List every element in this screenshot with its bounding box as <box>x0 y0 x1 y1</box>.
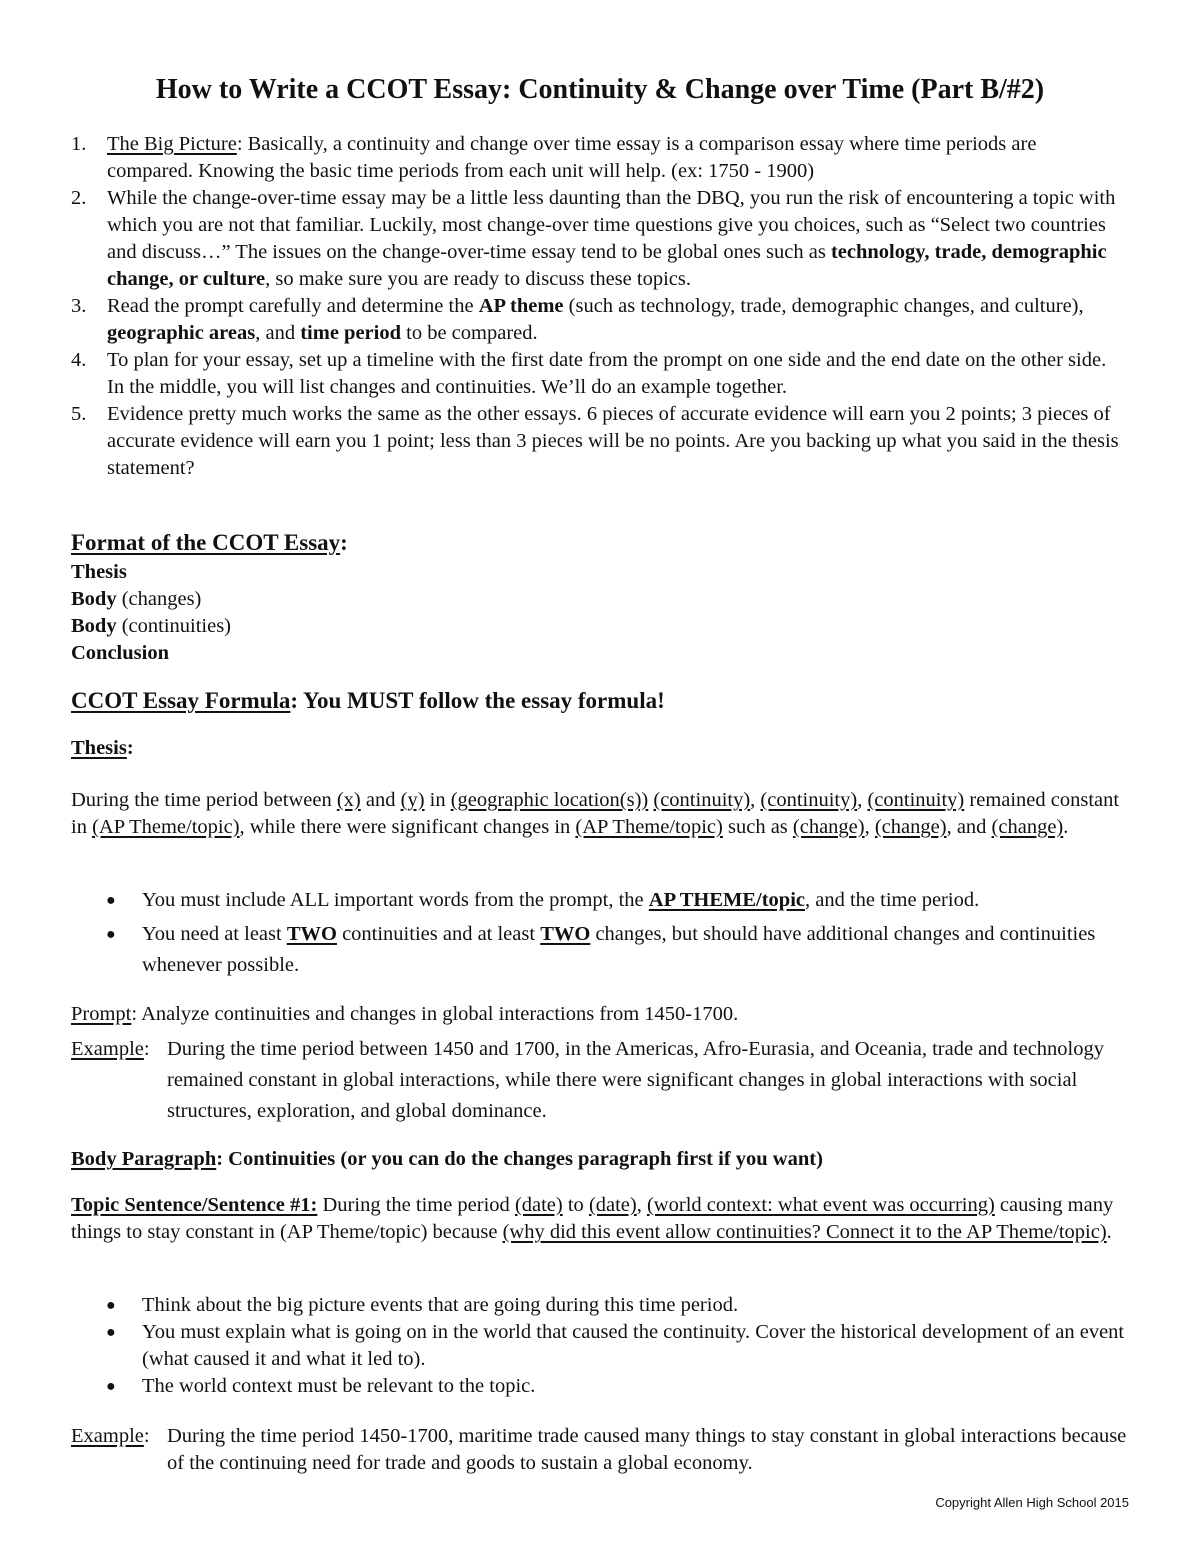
body-paragraph-heading <box>71 1148 823 1171</box>
separator: , <box>981 241 992 263</box>
example-text: During the time period between 1450 and 1700, in the Americas, Afro-Eurasia, and Oceania, trade and technology remained constant in global interactions, while there were significant changes in global interactions with social structures, exploration, and global dominance. <box>167 1038 1105 1122</box>
text: , while there were significant changes in <box>239 816 576 838</box>
list-number: 4. <box>71 349 87 371</box>
list-item-text: to be compared. <box>401 322 538 344</box>
text: . <box>1106 1221 1112 1243</box>
placeholder-continuity: (continuity) <box>760 789 858 811</box>
text: changes, but should have additional changes and continuities whenever possible. <box>142 923 1096 976</box>
separator: , or <box>168 268 203 290</box>
placeholder-theme: (AP Theme/topic) <box>92 816 240 838</box>
body-paragraph-rest: : Continuities (or you can do the changes paragraph first if you want) <box>216 1148 823 1170</box>
text: During the time period between <box>71 789 337 811</box>
topic-sentence <box>71 1192 1131 1246</box>
text: , <box>864 816 875 838</box>
placeholder-change: (change) <box>874 816 947 838</box>
list-item-text: Read the prompt carefully and determine the <box>107 295 479 317</box>
bold-term: technology <box>830 241 925 263</box>
bullet-dot: ● <box>106 892 116 909</box>
prompt-line <box>71 1003 738 1026</box>
format-body-label: Body <box>71 588 117 610</box>
text: Think about the big picture events that are going during this time period. <box>142 1294 739 1316</box>
thesis-template <box>71 787 1131 841</box>
formula-heading-text: CCOT Essay Formula <box>71 688 291 713</box>
bullet-dot: ● <box>106 1324 116 1341</box>
list-item <box>71 131 1127 185</box>
list-number: 3. <box>71 295 87 317</box>
placeholder-context: (world context: what event was occurring) <box>646 1194 995 1216</box>
list-item-text: Evidence pretty much works the same as the other essays. 6 pieces of accurate evidence will earn you 2 points; 3 pieces of accurate evidence will earn you 1 point; less than 3 pieces will be no points. Are you backing up what you said in the thesis statement? <box>107 403 1119 479</box>
thesis-heading <box>71 737 134 760</box>
thesis-bullets <box>106 885 1136 981</box>
list-item <box>71 401 1127 482</box>
bullet-item <box>106 1319 1136 1373</box>
example-text: During the time period 1450-1700, maritime trade caused many things to stay constant in global interactions because of the continuing need for trade and goods to sustain a global economy. <box>167 1425 1127 1474</box>
placeholder-change: (change) <box>991 816 1064 838</box>
bold-term: demographic change <box>107 241 1107 290</box>
text: to <box>562 1194 589 1216</box>
bold-term: TWO <box>286 923 337 945</box>
format-heading <box>71 530 348 556</box>
body-paragraph-label: Body Paragraph <box>71 1148 217 1170</box>
bullet-item <box>106 1373 1136 1400</box>
placeholder-date: (date) <box>514 1194 563 1216</box>
text: , and the time period. <box>805 889 980 911</box>
placeholder-x: (x) <box>336 789 361 811</box>
bold-term: TWO <box>540 923 591 945</box>
placeholder-change: (change) <box>792 816 865 838</box>
text: in <box>424 789 451 811</box>
copyright: Copyright Allen High School 2015 <box>935 1495 1129 1510</box>
list-number: 5. <box>71 403 87 425</box>
example-label <box>71 1034 167 1127</box>
format-conclusion: Conclusion <box>71 642 169 664</box>
bold-term: AP THEME/topic <box>648 889 805 911</box>
format-thesis: Thesis <box>71 561 127 583</box>
format-body-continuities <box>71 613 231 640</box>
bullet-item <box>106 1292 1136 1319</box>
topic-sentence-label: Topic Sentence/Sentence #1: <box>71 1194 318 1216</box>
format-body-changes <box>71 586 231 613</box>
example-label <box>71 1423 167 1477</box>
page-title: How to Write a CCOT Essay: Continuity & Change over Time (Part B/#2) <box>155 74 1045 105</box>
big-picture-label: The Big Picture <box>107 133 237 155</box>
placeholder-y: (y) <box>400 789 425 811</box>
text: remained constant in <box>71 789 1120 838</box>
text: . <box>1063 816 1069 838</box>
bold-term: trade <box>934 241 982 263</box>
format-heading-colon: : <box>340 530 348 555</box>
bold-term: AP theme <box>478 295 564 317</box>
list-item-text: While the change-over-time essay may be a little less daunting than the DBQ, you run the risk of encountering a topic with which you are not that familiar. Luckily, most change-over time questions give you choices, such as “Select two countries and discuss…” The issues on the change-over-time essay tend to be global ones such as <box>107 187 1116 263</box>
example-label-colon: : <box>143 1038 150 1060</box>
format-body-detail: (changes) <box>116 588 202 610</box>
text: , and <box>946 816 992 838</box>
list-item <box>71 347 1127 401</box>
example-label-colon: : <box>143 1425 150 1447</box>
placeholder-theme: (AP Theme/topic) <box>575 816 723 838</box>
text: and <box>360 789 401 811</box>
bullet-dot: ● <box>106 1297 116 1314</box>
placeholder-why: (why did this event allow continuities? Connect it to the AP Theme/topic) <box>502 1221 1107 1243</box>
bold-term: geographic areas <box>107 322 256 344</box>
text: causing many things to stay constant in (AP Theme/topic) because <box>71 1194 1114 1243</box>
text: The world context must be relevant to the topic. <box>142 1375 536 1397</box>
text: , <box>750 789 761 811</box>
format-body-label: Body <box>71 615 117 637</box>
prompt-label: Prompt <box>71 1003 132 1025</box>
list-item-text: , so make sure you are ready to discuss these topics. <box>265 268 691 290</box>
formula-heading-rest: : You MUST follow the essay formula! <box>290 688 665 713</box>
topic-bullets <box>106 1292 1136 1400</box>
list-item-text: (such as technology, trade, demographic changes, and culture), <box>563 295 1084 317</box>
prompt-text: : Analyze continuities and changes in global interactions from 1450-1700. <box>131 1003 739 1025</box>
text: such as <box>722 816 793 838</box>
thesis-heading-text: Thesis <box>71 737 127 759</box>
text: You need at least <box>142 923 287 945</box>
list-item-text: To plan for your essay, set up a timeline with the first date from the prompt on one side and the end date on the other side. In the middle, you will list changes and continuities. We’ll do an example together. <box>107 349 1107 398</box>
list-item-text: , and <box>255 322 301 344</box>
separator: , <box>924 241 935 263</box>
list-item <box>71 185 1127 293</box>
list-number: 1. <box>71 133 87 155</box>
bold-term: culture <box>202 268 266 290</box>
list-number: 2. <box>71 187 87 209</box>
format-list <box>71 559 231 667</box>
placeholder-date: (date) <box>588 1194 637 1216</box>
format-heading-text: Format of the CCOT Essay <box>71 530 341 555</box>
text: , <box>636 1194 647 1216</box>
example-label-text: Example <box>71 1425 144 1447</box>
bullet-dot: ● <box>106 926 116 943</box>
list-item <box>71 293 1127 347</box>
text: , <box>857 789 868 811</box>
text: continuities and at least <box>336 923 541 945</box>
placeholder-continuity: (continuity) <box>653 789 751 811</box>
bullet-item <box>106 885 1136 916</box>
intro-list <box>71 131 1127 482</box>
bold-term: time period <box>300 322 401 344</box>
example-label-text: Example <box>71 1038 144 1060</box>
thesis-heading-colon: : <box>126 737 134 759</box>
formula-heading <box>71 688 665 714</box>
bullet-dot: ● <box>106 1378 116 1395</box>
format-body-detail: (continuities) <box>116 615 232 637</box>
text: You must explain what is going on in the world that caused the continuity. Cover the historical development of an event (what caused it and what it led to). <box>142 1321 1125 1370</box>
text: During the time period <box>317 1194 515 1216</box>
example-thesis <box>71 1034 1131 1127</box>
example-topic <box>71 1423 1131 1477</box>
placeholder-continuity: (continuity) <box>867 789 965 811</box>
list-item-text: : Basically, a continuity and change over time essay is a comparison essay where time periods are compared. Knowing the basic time periods from each unit will help. (ex: 1750 - 1900) <box>107 133 1037 182</box>
placeholder-geo: (geographic location(s)) <box>450 789 649 811</box>
bullet-item <box>106 919 1136 981</box>
text: You must include ALL important words from the prompt, the <box>142 889 649 911</box>
